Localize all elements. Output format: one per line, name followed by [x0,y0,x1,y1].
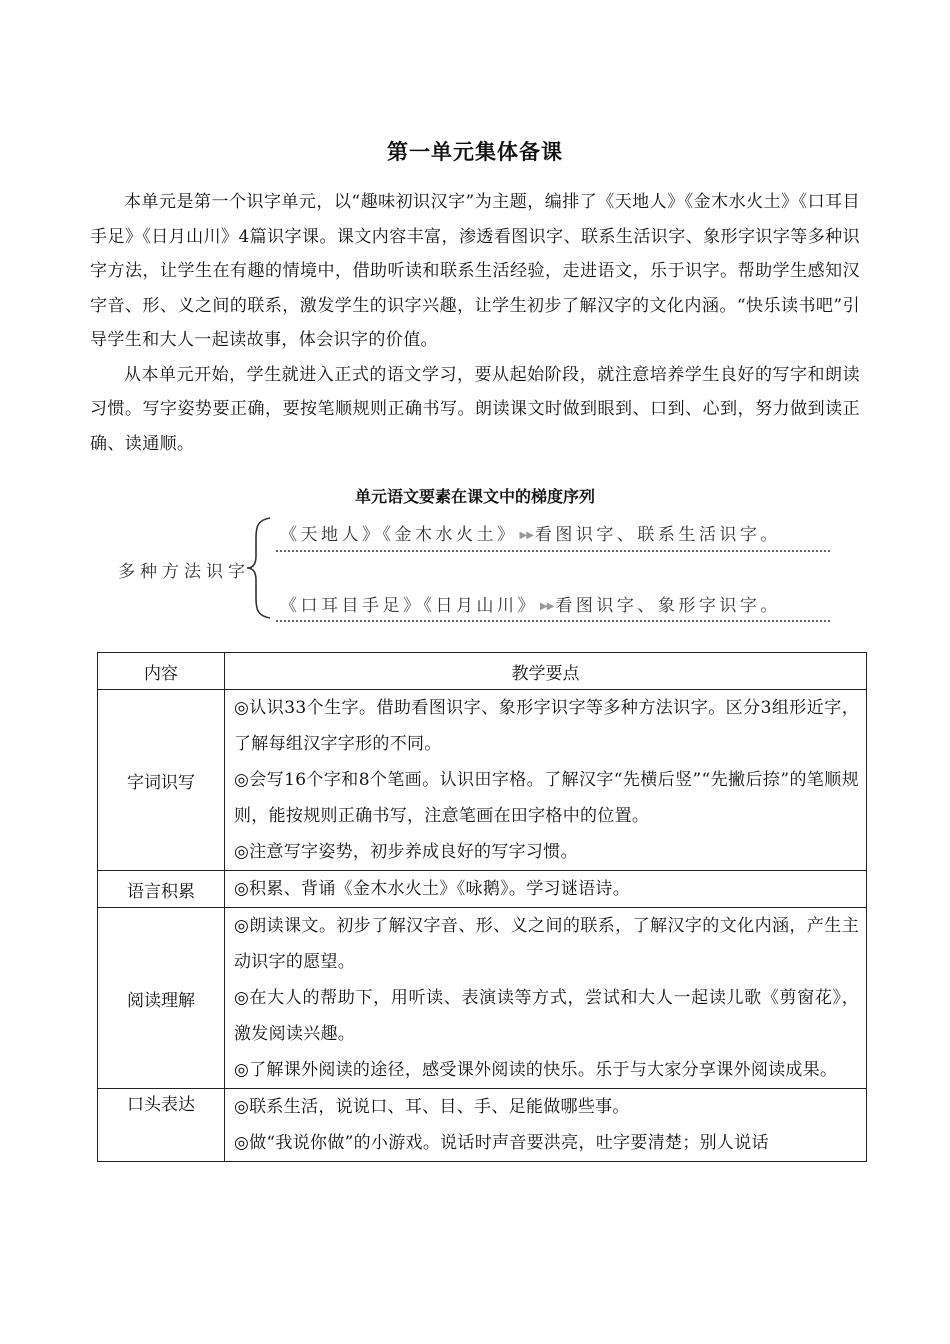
intro-paragraph: 从本单元开始，学生就进入正式的语文学习，要从起始阶段，就注意培养学生良好的写字和朗读习惯。写字姿势要正确，要按笔顺规则正确书写。朗读课文时做到眼到、口到、心到，努力做到读正确、读通顺。 [90,364,860,454]
points-cell [225,871,867,908]
category-cell: 阅读理解 [98,908,225,1089]
brace-icon [244,516,276,620]
point-item: ◎注意写字姿势，初步养成良好的写字习惯。 [234,842,578,862]
double-arrow-icon: ▶▶ [519,530,533,541]
dotted-divider [276,620,830,622]
table-row [98,908,867,1089]
category-cell: 语言积累 [98,871,225,908]
points-cell [225,1089,867,1162]
table-row [98,1089,867,1162]
table-row [98,690,867,871]
diagram-row-methods: 看图识字、象形字识字。 [555,596,781,616]
point-item: ◎会写16个字和8个笔画。认识田字格。了解汉字“先横后竖”“先撇后捺”的笔顺规则，能按规则正确书写，注意笔画在田字格中的位置。 [234,770,859,826]
intro-section [90,185,860,461]
point-item: ◎在大人的帮助下，用听读、表演读等方式，尝试和大人一起读儿歌《剪窗花》，激发阅读兴趣。 [234,988,859,1044]
points-cell [225,908,867,1089]
diagram-row-texts: 《口耳目手足》《日月山川》 [280,596,538,616]
diagram-row-methods: 看图识字、联系生活识字。 [534,525,781,545]
table-header-cell: 内容 [98,653,225,690]
category-cell: 口头表达 [98,1089,225,1162]
category-cell: 字词识写 [98,690,225,871]
diagram-row [280,591,781,616]
teaching-points-table [97,652,867,1162]
table-header-cell: 教学要点 [225,653,867,690]
point-item: ◎做“我说你做”的小游戏。说话时声音要洪亮，吐字要清楚；别人说话 [234,1133,769,1153]
diagram-row [280,520,781,545]
points-cell [225,690,867,871]
point-item: ◎朗读课文。初步了解汉字音、形、义之间的联系，了解汉字的文化内涵，产生主动识字的愿望。 [234,916,859,972]
point-item: ◎积累、背诵《金木水火土》《咏鹅》。学习谜语诗。 [234,879,631,899]
double-arrow-icon: ▶▶ [540,601,554,612]
point-item: ◎认识33个生字。借助看图识字、象形字识字等多种方法识字。区分3组形近字，了解每组汉字字形的不同。 [234,698,859,754]
table-row [98,871,867,908]
table-header-row [98,653,867,690]
point-item: ◎了解课外阅读的途径，感受课外阅读的快乐。乐于与大家分享课外阅读成果。 [234,1060,838,1080]
point-item: ◎联系生活，说说口、耳、目、手、足能做哪些事。 [234,1097,630,1117]
page-title: 第一单元集体备课 [387,140,563,164]
diagram-title: 单元语文要素在课文中的梯度序列 [354,487,595,506]
diagram-root-label: 多种方法识字 [118,562,250,582]
diagram-row-texts: 《天地人》《金木水火土》 [280,525,518,545]
dotted-divider [276,550,830,552]
intro-paragraph: 本单元是第一个识字单元，以“趣味初识汉字”为主题，编排了《天地人》《金木水火土》《口耳目手足》《日月山川》4篇识字课。课文内容丰富，渗透看图识字、联系生活识字、象形字识字等多种识字方法，让学生在有趣的情境中，借助听读和联系生活经验，走进语文，乐于识字。帮助学生感知汉字音、形、义之间的联系，激发学生的识字兴趣，让学生初步了解汉字的文化内涵。“快乐读书吧”引导学生和大人一起读故事，体会识字的价值。 [90,192,860,350]
